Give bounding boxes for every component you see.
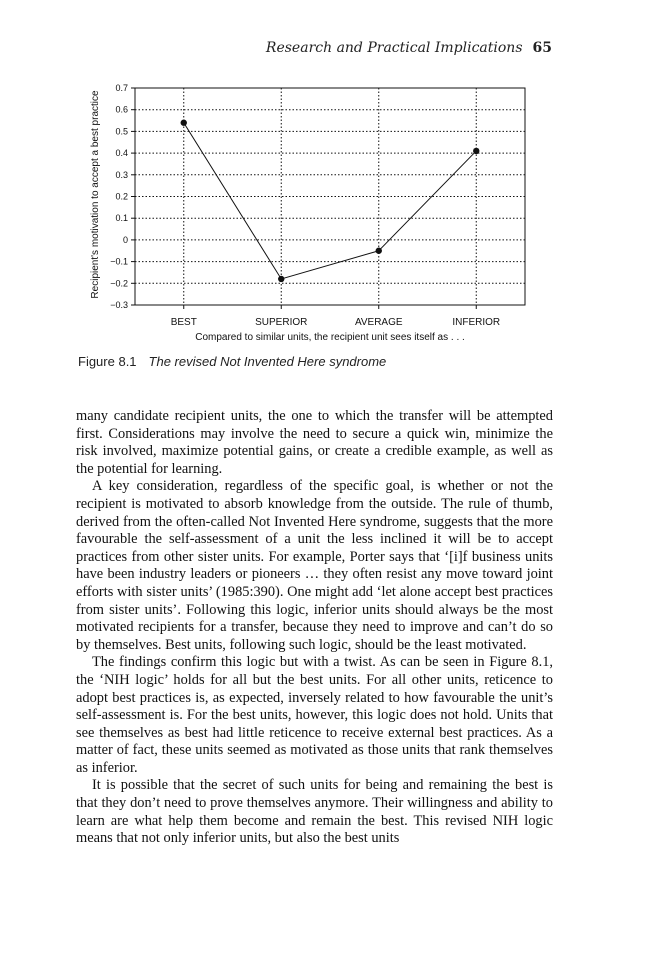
figure-number: Figure 8.1 bbox=[78, 354, 137, 369]
y-tick-label: −0.2 bbox=[110, 278, 128, 289]
x-axis-categories bbox=[171, 305, 500, 328]
data-point bbox=[376, 248, 382, 254]
running-head-title: Research and Practical Implications bbox=[265, 40, 523, 56]
x-category-label: BEST bbox=[170, 317, 197, 328]
x-category-label: AVERAGE bbox=[354, 317, 403, 328]
y-tick-label: 0.2 bbox=[115, 191, 128, 202]
y-tick-label: 0.7 bbox=[115, 83, 128, 93]
page-number: 65 bbox=[532, 40, 552, 56]
x-category-label: SUPERIOR bbox=[255, 317, 308, 328]
x-category-label: INFERIOR bbox=[452, 317, 501, 328]
body-text bbox=[76, 408, 553, 848]
paragraph: many candidate recipient units, the one to which the transfer will be attempted first. Considerations may involve the need to secure a quick win, minimize the risk involved, maximize potential gains, or create a credible example, as well as the potential for learning. bbox=[76, 408, 553, 477]
x-axis-label: Compared to similar units, the recipient unit sees itself as . . . bbox=[195, 332, 465, 343]
y-tick-label: 0.4 bbox=[115, 148, 128, 159]
data-point bbox=[181, 120, 187, 126]
y-tick-label: 0.5 bbox=[115, 126, 128, 137]
y-tick-label: 0.3 bbox=[115, 169, 128, 180]
series-line bbox=[184, 123, 477, 279]
y-tick-label: 0.6 bbox=[115, 104, 128, 115]
y-tick-label: −0.3 bbox=[110, 300, 128, 310]
plot-frame bbox=[135, 88, 525, 305]
chart-grid bbox=[135, 88, 525, 305]
y-axis-ticks bbox=[110, 83, 135, 310]
data-point bbox=[278, 276, 284, 282]
figure-chart bbox=[80, 70, 560, 355]
line-chart bbox=[80, 70, 560, 355]
figure-title: The revised Not Invented Here syndrome bbox=[148, 354, 387, 369]
y-axis-label: Recipient's motivation to accept a best practice bbox=[90, 90, 101, 299]
y-tick-label: −0.1 bbox=[110, 256, 128, 267]
figure-caption bbox=[78, 354, 558, 369]
paragraph: It is possible that the secret of such units for being and remaining the best is that they don’t need to prove themselves anymore. Their willingness and ability to learn are what help them become and remain the best. This revised NIH logic means that not only inferior units, but also the best units bbox=[76, 777, 553, 847]
y-tick-label: 0.1 bbox=[115, 213, 128, 224]
y-tick-label: 0 bbox=[122, 234, 128, 245]
series-layer bbox=[181, 120, 480, 283]
paragraph: The findings confirm this logic but with a twist. As can be seen in Figure 8.1, the ‘NIH logic’ holds for all but the best units. For all other units, reticence to adopt best practices is, as expected, inversely related to how favourable the unit’s self-assessment is. For the best units, however, this logic does not hold. Units that see themselves as best had little reticence to receive external best practices. As a matter of fact, these units seemed as motivated as those units that rank themselves as inferior. bbox=[76, 654, 553, 776]
data-point bbox=[473, 148, 479, 154]
running-head bbox=[82, 40, 552, 56]
paragraph: A key consideration, regardless of the specific goal, is whether or not the recipient is motivated to absorb knowledge from the outside. The rule of thumb, derived from the often-called Not Invented Here syndrome, suggests that the more favourable the self-assessment of a unit the less inclined it will be to accept practices from other sister units. For example, Porter says that ‘[i]f business units have been industry leaders or pioneers … they often resist any move toward joint efforts with sister units’ (1985:390). One might add ‘let alone accept best practices from sister units’. Following this logic, inferior units should always be the most motivated recipients for a transfer, because they need to improve and can’t do so by themselves. Best units, following such logic, should be the least motivated. bbox=[76, 478, 553, 653]
